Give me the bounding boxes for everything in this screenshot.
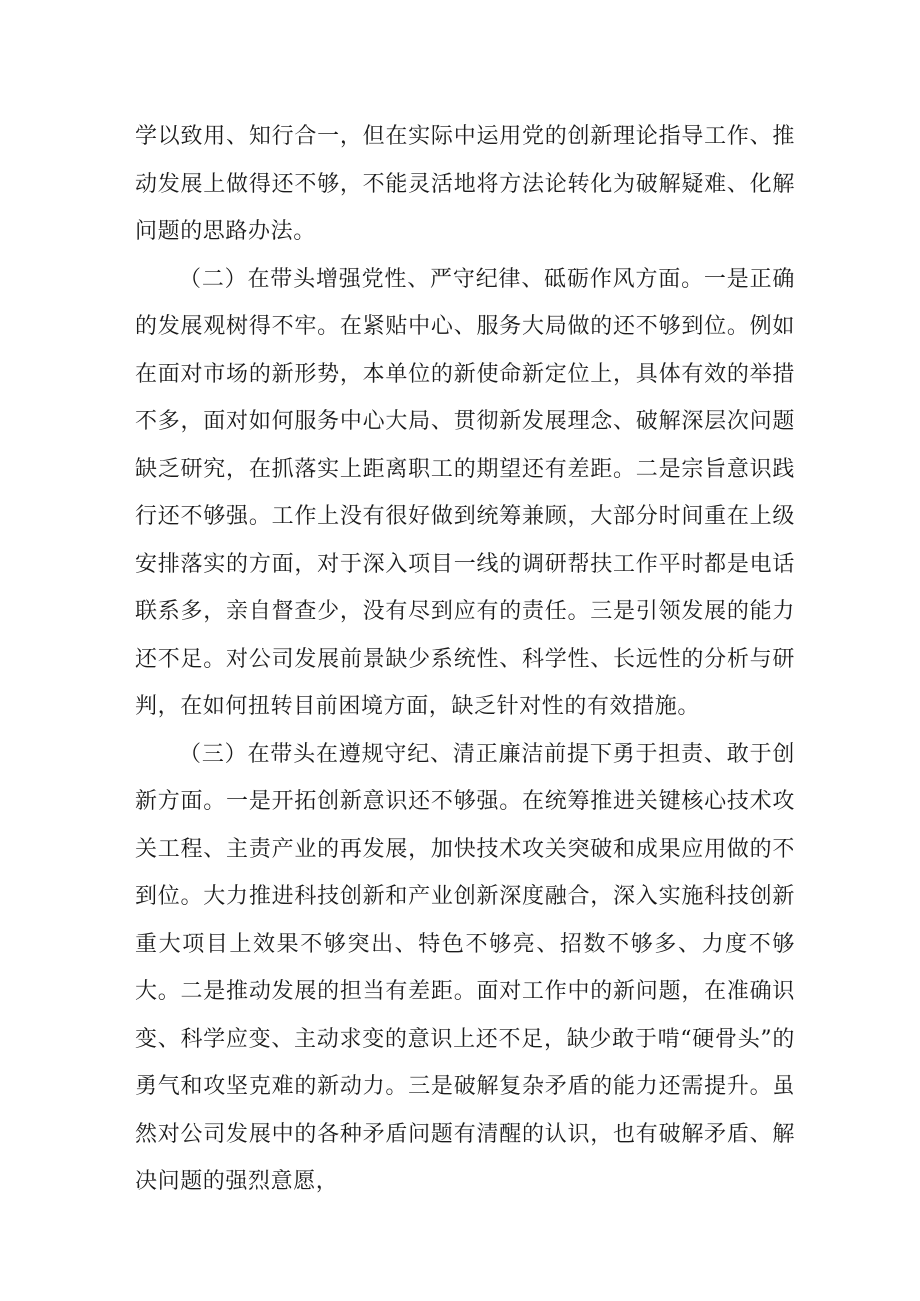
paragraph-section-2: （二）在带头增强党性、严守纪律、砥砺作风方面。一是正确的发展观树得不牢。在紧贴中心、服务大局做的还不够到位。例如在面对市场的新形势，本单位的新使命新定位上，具体有效的举措不多，面对如何服务中心大局、贯彻新发展理念、破解深层次问题缺乏研究，在抓落实上距离职工的期望还有差距。二是宗旨意识践行还不够强。工作上没有很好做到统筹兼顾，大部分时间重在上级安排落实的方面，对于深入项目一线的调研帮扶工作平时都是电话联系多，亲自督查少，没有尽到应有的责任。三是引领发展的能力还不足。对公司发展前景缺少系统性、科学性、长远性的分析与研判，在如何扭转目前困境方面，缺乏针对性的有效措施。 [135,266,795,719]
document-body [135,113,795,1206]
paragraph-continued: 学以致用、知行合一，但在实际中运用党的创新理论指导工作、推动发展上做得还不够，不能灵活地将方法论转化为破解疑难、化解问题的思路办法。 [135,124,795,244]
paragraph-section-3: （三）在带头在遵规守纪、清正廉洁前提下勇于担责、敢于创新方面。一是开拓创新意识还不够强。在统筹推进关键核心技术攻关工程、主责产业的再发展，加快技术攻关突破和成果应用做的不到位。大力推进科技创新和产业创新深度融合，深入实施科技创新重大项目上效果不够突出、特色不够亮、招数不够多、力度不够大。二是推动发展的担当有差距。面对工作中的新问题，在准确识变、科学应变、主动求变的意识上还不足，缺少敢于啃“硬骨头”的勇气和攻坚克难的新动力。三是破解复杂矛盾的能力还需提升。虽然对公司发展中的各种矛盾问题有清醒的认识，也有破解矛盾、解决问题的强烈意愿， [135,741,795,1194]
